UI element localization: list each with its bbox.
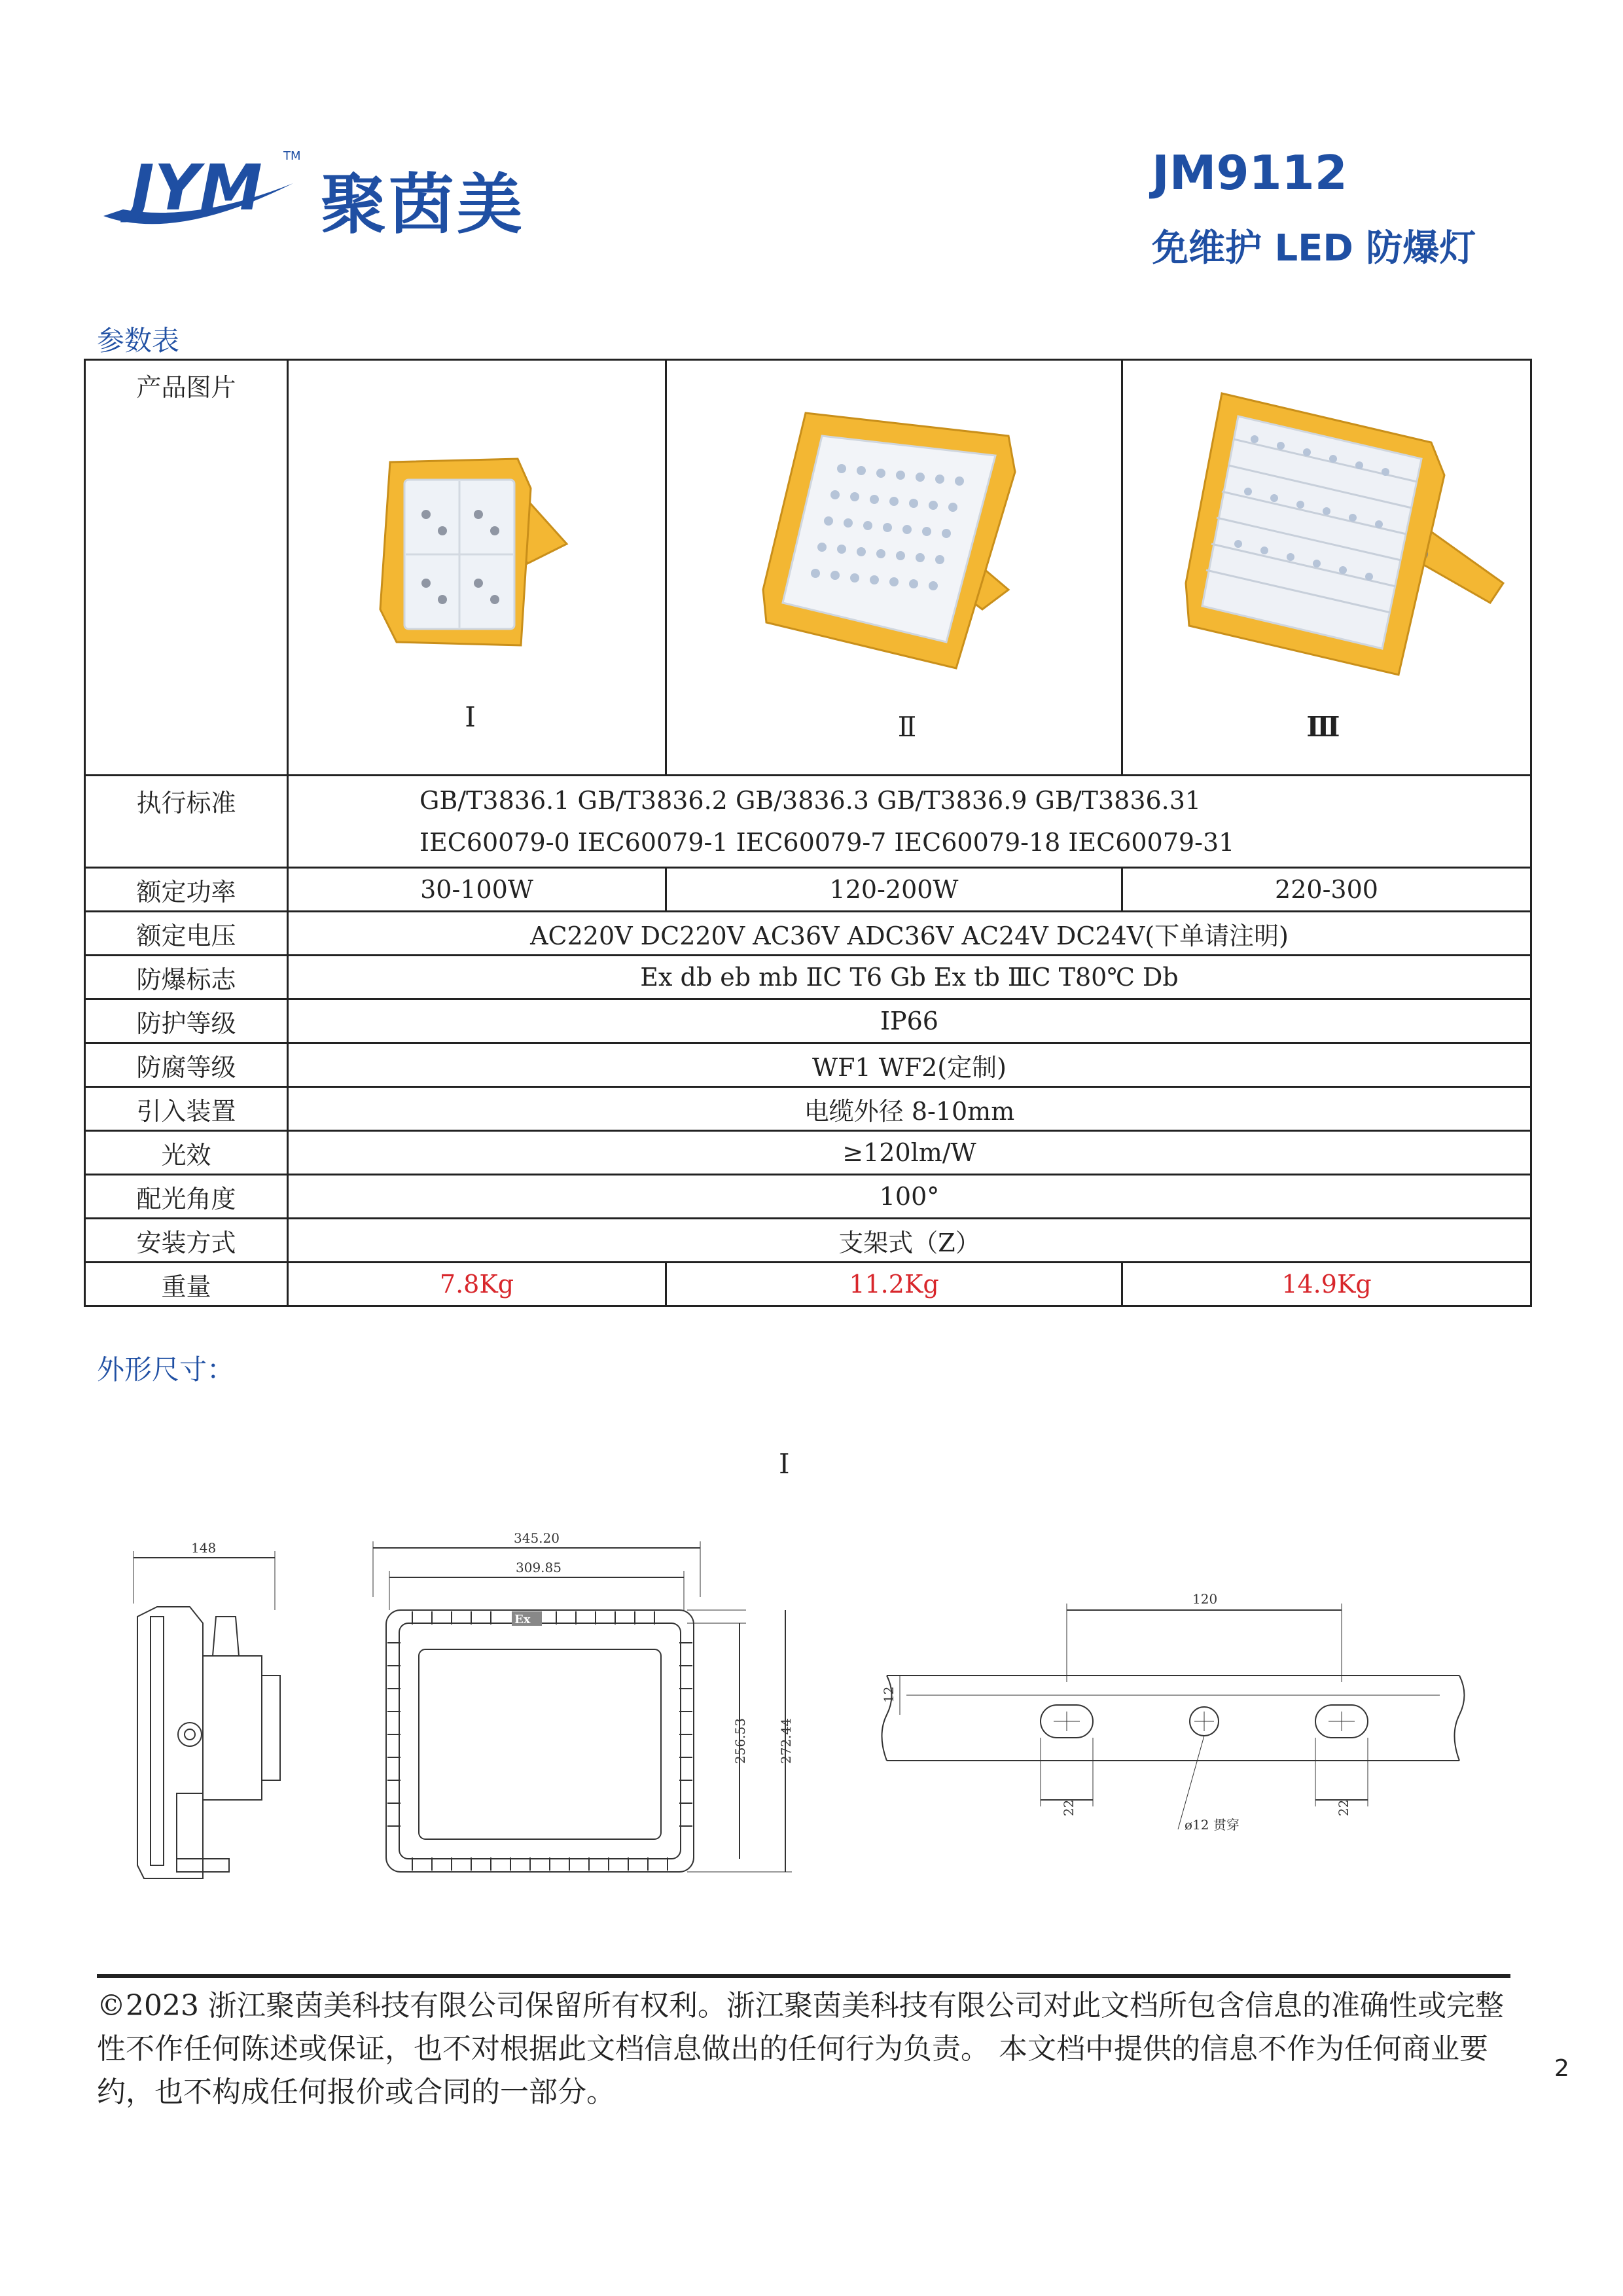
lamp-large-icon [1124, 387, 1529, 688]
ex-mark-label: 防爆标志 [85, 956, 288, 999]
page-number: 2 [1554, 2055, 1569, 2082]
lamp-medium-icon [668, 400, 1120, 688]
ip-value: IP66 [288, 999, 1531, 1043]
standard-line-1: GB/T3836.1 GB/T3836.2 GB/3836.3 GB/T3836.9 GB/T3836.31 [419, 786, 1202, 815]
beam-label: 配光角度 [85, 1175, 288, 1219]
mounting-label: 安装方式 [85, 1219, 288, 1263]
anticorrosion-value: WF1 WF2(定制) [288, 1043, 1531, 1087]
power-label: 额定功率 [85, 868, 288, 912]
variant-roman-1: Ⅰ [465, 701, 476, 733]
standard-label: 执行标准 [85, 776, 288, 868]
jym-logo-icon [97, 144, 313, 242]
weight-value-1: 7.8Kg [288, 1263, 666, 1306]
weight-value-2: 11.2Kg [666, 1263, 1122, 1306]
svg-text:12: 12 [881, 1686, 897, 1703]
svg-text:JYM: JYM [131, 151, 262, 224]
beam-value: 100° [288, 1175, 1531, 1219]
side-view [134, 1540, 280, 1878]
variant-roman-2: Ⅱ [897, 711, 917, 743]
svg-text:345.20: 345.20 [514, 1530, 560, 1546]
anticorrosion-label: 防腐等级 [85, 1043, 288, 1087]
drawing-roman: Ⅰ [779, 1448, 790, 1480]
variant-roman-3: Ⅲ [1306, 711, 1340, 743]
copyright-text: ©2023 浙江聚茵美科技有限公司保留所有权利。浙江聚茵美科技有限公司对此文档所包含信息的准确性或完整性不作任何陈述或保证，也不对根据此文档信息做出的任何行为负责。 本文档中提供的信息不作为任何商业要约，也不构成任何报价或合同的一部分。 [97, 1989, 1504, 2109]
svg-text:Ex: Ex [514, 1613, 531, 1626]
weight-label: 重量 [85, 1263, 288, 1306]
standard-value [288, 776, 1531, 868]
product-image-label: 产品图片 [85, 360, 288, 776]
efficacy-value: ≥120lm/W [288, 1131, 1531, 1175]
power-value-3: 220-300 [1122, 868, 1531, 912]
mounting-value: 支架式（Z） [288, 1219, 1531, 1263]
svg-text:272.44: 272.44 [778, 1718, 794, 1764]
svg-text:ø12 贯穿: ø12 贯穿 [1185, 1817, 1240, 1833]
lamp-small-icon [292, 400, 662, 688]
power-value-2: 120-200W [666, 868, 1122, 912]
ex-mark-value: Ex db eb mb ⅡC T6 Gb Ex tb ⅢC T80℃ Db [288, 956, 1531, 999]
ip-label: 防护等级 [85, 999, 288, 1043]
power-value-1: 30-100W [288, 868, 666, 912]
parameter-table [84, 359, 1532, 1307]
product-image-1 [288, 360, 666, 776]
standard-line-2: IEC60079-0 IEC60079-1 IEC60079-7 IEC60079-18 IEC60079-31 [419, 828, 1235, 857]
svg-text:22: 22 [1336, 1799, 1351, 1816]
svg-text:256.53: 256.53 [732, 1718, 748, 1764]
technical-drawing-icon [98, 1518, 1531, 1898]
svg-text:TM: TM [283, 149, 301, 163]
dimensions-title: 外形尺寸： [97, 1354, 235, 1386]
brand-name: 聚茵美 [321, 166, 525, 243]
mounting-slot-view [881, 1591, 1465, 1833]
svg-text:309.85: 309.85 [516, 1560, 562, 1575]
product-image-2 [666, 360, 1122, 776]
voltage-label: 额定电压 [85, 912, 288, 956]
product-image-3 [1122, 360, 1531, 776]
entry-value: 电缆外径 8-10mm [288, 1087, 1531, 1131]
weight-value-3: 14.9Kg [1122, 1263, 1531, 1306]
product-name: 免维护 LED 防爆灯 [1152, 227, 1476, 270]
footer-rule [97, 1974, 1510, 1978]
entry-label: 引入装置 [85, 1087, 288, 1131]
front-view [373, 1530, 794, 1872]
svg-text:148: 148 [191, 1540, 217, 1556]
dimension-drawing [98, 1518, 1531, 1898]
model-number: JM9112 [1152, 145, 1347, 200]
voltage-value: AC220V DC220V AC36V ADC36V AC24V DC24V(下单请注明) [288, 912, 1531, 956]
svg-text:120: 120 [1192, 1591, 1218, 1607]
params-title: 参数表 [97, 325, 180, 357]
efficacy-label: 光效 [85, 1131, 288, 1175]
svg-text:22: 22 [1061, 1799, 1077, 1816]
